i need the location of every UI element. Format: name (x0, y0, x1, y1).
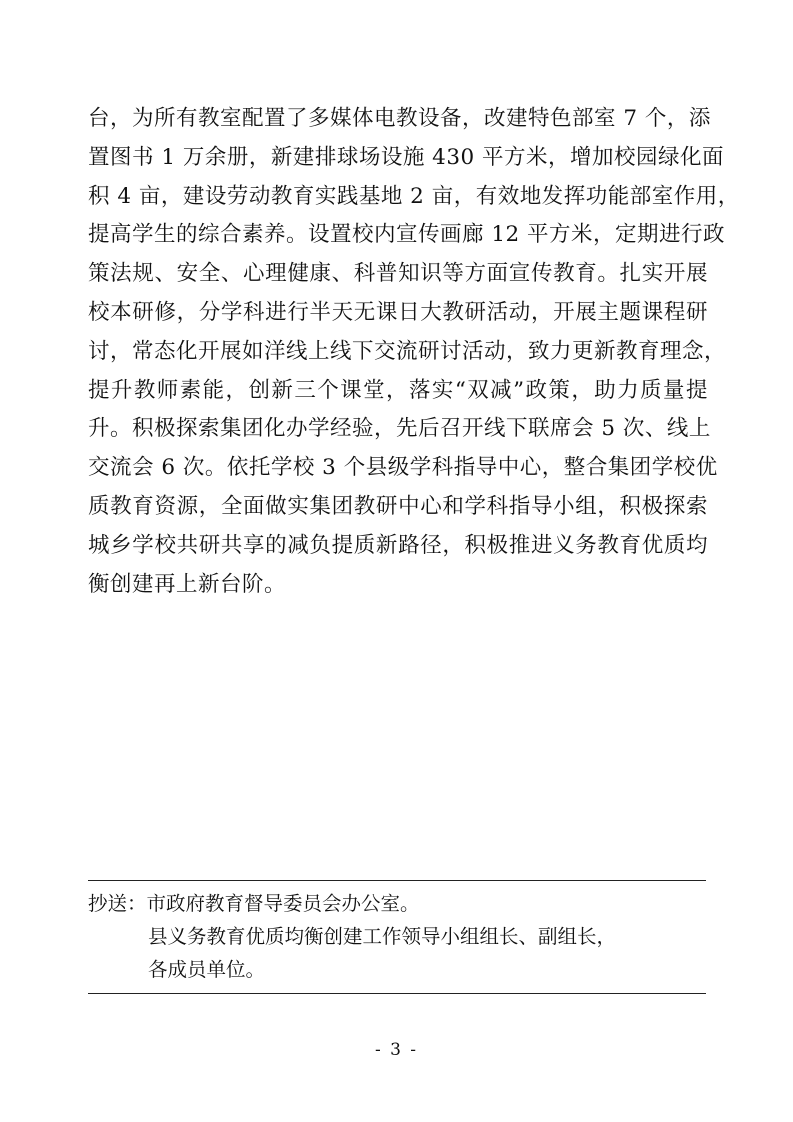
body-line: 校本研修，分学科进行半天无课日大教研活动，开展主题课程研 (88, 299, 708, 325)
body-line: 质教育资源，全面做实集团教研中心和学科指导小组，积极探索 (88, 493, 708, 519)
cc-top-rule (88, 880, 706, 881)
cc-recipient-1: 市政府教育督导委员会办公室。 (146, 892, 420, 915)
cc-block (88, 887, 706, 986)
cc-label: 抄送： (88, 892, 147, 915)
body-line: 积 4 亩，建设劳动教育实践基地 2 亩，有效地发挥功能部室作用， (88, 183, 740, 209)
cc-bottom-rule (88, 993, 706, 994)
body-line: 讨，常态化开展如洋线上线下交流研讨活动，致力更新教育理念， (88, 338, 727, 364)
body-line-last: 衡创建再上新台阶。 (88, 571, 287, 597)
body-line: 台，为所有教室配置了多媒体电教设备，改建特色部室 7 个，添 (88, 106, 711, 131)
body-line: 升。积极探索集团化办学经验，先后召开线下联席会 5 次、线上 (88, 416, 711, 442)
page-number: - 3 - (374, 1040, 419, 1060)
body-paragraph (88, 100, 740, 604)
cc-first-line (88, 887, 706, 920)
cc-recipient-2: 县义务教育优质均衡创建工作领导小组组长、副组长， (148, 925, 617, 948)
body-line: 置图书 1 万余册，新建排球场设施 430 平方米，增加校园绿化面 (88, 144, 725, 170)
body-line: 策法规、安全、心理健康、科普知识等方面宣传教育。扎实开展 (88, 261, 708, 287)
body-line: 城乡学校共研共享的减负提质新路径，积极推进义务教育优质均 (88, 532, 708, 558)
body-line: 提高学生的综合素养。设置校内宣传画廊 12 平方米，定期进行政 (88, 222, 726, 248)
body-line: 提升教师素能，创新三个课堂，落实“双减”政策，助力质量提 (88, 377, 708, 403)
body-line: 交流会 6 次。依托学校 3 个县级学科指导中心，整合集团学校优 (88, 455, 718, 481)
cc-recipient-3: 各成员单位。 (148, 958, 266, 981)
